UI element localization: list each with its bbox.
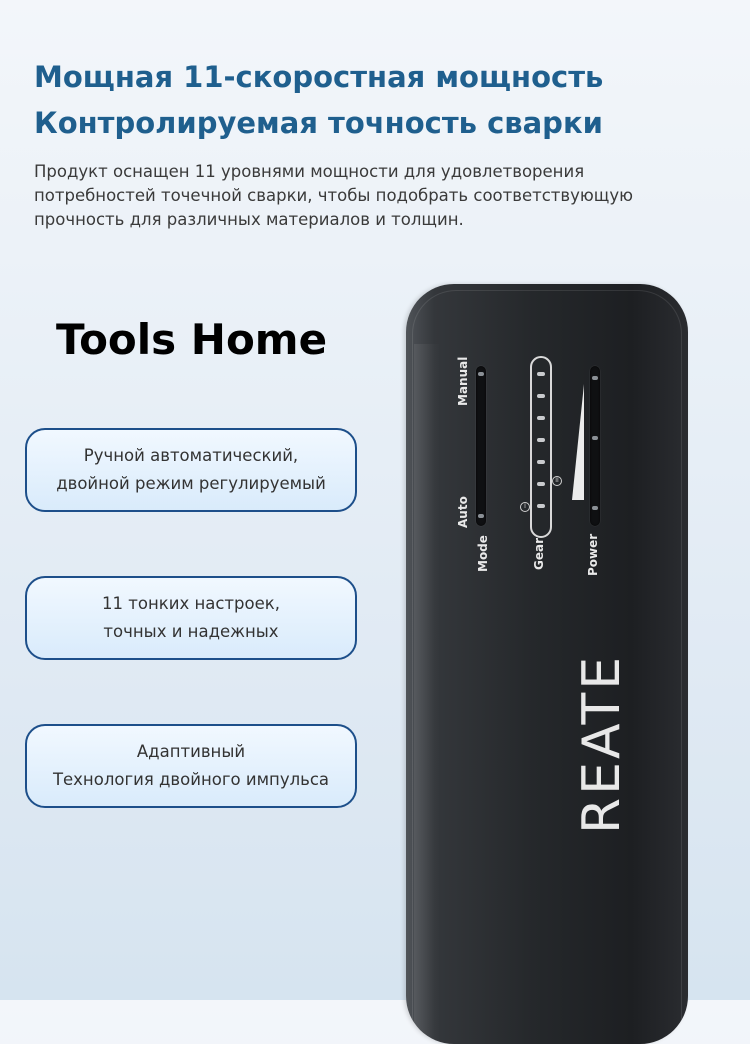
gear-mark-2: II — [552, 476, 562, 486]
mode-switch-slot — [476, 366, 486, 526]
mode-label: Mode — [476, 535, 490, 572]
mode-auto-led — [478, 514, 484, 518]
auto-label: Auto — [456, 496, 470, 528]
power-led-top — [592, 376, 598, 380]
headline-line-1: Мощная 11-скоростная мощность — [34, 60, 604, 94]
manual-label: Manual — [456, 356, 470, 406]
gear-led — [537, 394, 545, 398]
device-body-lettering: REATE — [572, 653, 632, 834]
headline-line-2: Контролируемая точность сварки — [34, 106, 603, 140]
feature-1-line-2: двойной режим регулируемый — [56, 474, 326, 493]
feature-3-line-1: Адаптивный — [136, 742, 246, 761]
headline — [34, 54, 734, 146]
feature-box-fine-settings — [25, 576, 357, 660]
gear-led — [537, 372, 545, 376]
gear-selector-ring — [530, 356, 552, 538]
feature-3-line-2: Технология двойного импульса — [52, 770, 330, 789]
feature-2-line-2: точных и надежных — [103, 622, 279, 641]
gear-label: Gear — [532, 537, 546, 570]
description-line-1: Продукт оснащен 11 уровнями мощности для удовлетворения — [34, 162, 585, 181]
description-line-3: прочность для различных материалов и толщин. — [34, 210, 464, 229]
power-led-bottom — [592, 506, 598, 510]
gear-led — [537, 482, 545, 486]
gear-mark-1: I — [520, 502, 530, 512]
gear-led — [537, 438, 545, 442]
gear-led — [537, 460, 545, 464]
product-description — [34, 160, 724, 232]
power-led-mid — [592, 436, 598, 440]
feature-box-dual-mode — [25, 428, 357, 512]
feature-2-line-1: 11 тонких настроек, — [102, 594, 280, 613]
gear-led — [537, 504, 545, 508]
power-slider-slot — [590, 366, 600, 526]
spot-welder-device — [406, 284, 688, 1044]
feature-1-line-1: Ручной автоматический, — [83, 446, 299, 465]
description-line-2: потребностей точечной сварки, чтобы подобрать соответствующую — [34, 186, 633, 205]
gear-led — [537, 416, 545, 420]
power-label: Power — [586, 533, 600, 576]
mode-manual-led — [478, 372, 484, 376]
device-sheen — [414, 344, 440, 1044]
brand-name: Tools Home — [56, 315, 328, 364]
feature-box-dual-pulse — [25, 724, 357, 808]
